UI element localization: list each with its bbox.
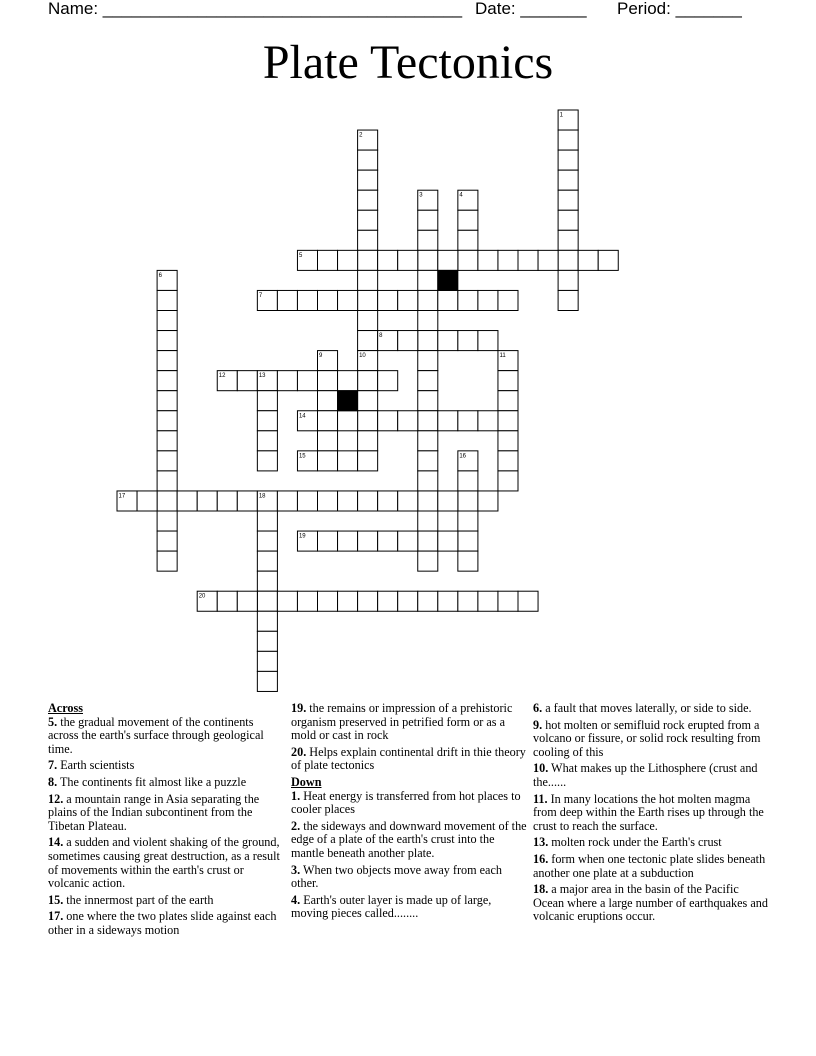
grid-cell[interactable] <box>338 451 358 471</box>
grid-cell[interactable] <box>157 431 177 451</box>
grid-cell[interactable] <box>418 451 438 471</box>
clue-text: one where the two plates slide against each other in a sideways motion <box>48 909 277 937</box>
grid-cell[interactable] <box>358 531 378 551</box>
grid-cell[interactable] <box>257 671 277 691</box>
cell-number: 4 <box>459 192 463 199</box>
grid-cell[interactable] <box>578 250 598 270</box>
grid-cell[interactable] <box>378 371 398 391</box>
clue-text: Earth scientists <box>57 758 135 773</box>
grid-cell[interactable] <box>458 591 478 611</box>
grid-cell[interactable] <box>558 190 578 210</box>
cell-number: 7 <box>258 292 263 299</box>
grid-cell[interactable] <box>318 250 338 270</box>
grid-cell[interactable] <box>157 331 177 351</box>
clue-number: 15. <box>48 892 64 907</box>
clue-text: the remains or impression of a prehistoric organism preserved in petrified form or as a mold or cast in rock <box>291 701 513 743</box>
grid-cell[interactable] <box>558 290 578 310</box>
clue-across <box>48 836 284 890</box>
clue-number: 2. <box>291 818 301 833</box>
grid-cell[interactable] <box>217 591 237 611</box>
grid-cell[interactable] <box>378 290 398 310</box>
grid-cell[interactable] <box>418 230 438 250</box>
clue-down <box>533 719 769 760</box>
grid-cell[interactable] <box>157 551 177 571</box>
grid-cell[interactable] <box>558 170 578 190</box>
grid-cell[interactable] <box>358 491 378 511</box>
grid-cell[interactable] <box>418 351 438 371</box>
grid-cell[interactable] <box>438 491 458 511</box>
grid-cell[interactable] <box>137 491 157 511</box>
clue-down <box>533 853 769 880</box>
grid-cell[interactable] <box>318 391 338 411</box>
clue-text: the sideways and downward movement of the edge of a plate of the earth's crust into the mantle beneath another plate. <box>291 818 527 860</box>
clue-down <box>533 702 769 716</box>
grid-cell[interactable] <box>318 451 338 471</box>
clue-across <box>48 776 284 790</box>
grid-cell[interactable] <box>398 290 418 310</box>
clue-number: 3. <box>291 862 301 877</box>
grid-cell[interactable] <box>458 551 478 571</box>
grid-cell[interactable] <box>458 531 478 551</box>
grid-cell[interactable] <box>318 371 338 391</box>
cell-number: 20 <box>198 593 206 600</box>
grid-cell[interactable] <box>558 250 578 270</box>
grid-cell[interactable] <box>318 290 338 310</box>
grid-cell[interactable] <box>438 290 458 310</box>
grid-cell[interactable] <box>358 591 378 611</box>
grid-cell[interactable] <box>478 331 498 351</box>
clue-down <box>533 883 769 924</box>
clue-number: 12. <box>48 791 64 806</box>
grid-cell[interactable] <box>257 411 277 431</box>
grid-cell[interactable] <box>458 250 478 270</box>
grid-cell[interactable] <box>418 591 438 611</box>
grid-cell[interactable] <box>498 591 518 611</box>
grid-cell[interactable] <box>338 290 358 310</box>
grid-cell[interactable] <box>277 290 297 310</box>
clue-number: 17. <box>48 909 64 924</box>
grid-cell[interactable] <box>358 331 378 351</box>
clue-number: 19. <box>291 701 307 715</box>
clue-down <box>291 820 527 861</box>
grid-cell[interactable] <box>538 250 558 270</box>
grid-cell[interactable] <box>217 491 237 511</box>
grid-cell[interactable] <box>418 531 438 551</box>
grid-cell[interactable] <box>438 250 458 270</box>
grid-cell[interactable] <box>237 591 257 611</box>
clue-across <box>48 793 284 834</box>
across-heading: Across <box>48 701 83 715</box>
grid-cell[interactable] <box>358 391 378 411</box>
grid-cell[interactable] <box>257 591 277 611</box>
clue-number: 14. <box>48 835 64 850</box>
grid-cell[interactable] <box>558 210 578 230</box>
clue-text: Helps explain continental drift in thie theory of plate tectonics <box>291 744 526 773</box>
grid-cell[interactable] <box>518 591 538 611</box>
clue-across <box>48 894 284 908</box>
grid-cell[interactable] <box>297 290 317 310</box>
clue-across <box>48 759 284 773</box>
grid-cell[interactable] <box>338 491 358 511</box>
grid-cell[interactable] <box>418 431 438 451</box>
grid-cell[interactable] <box>418 250 438 270</box>
grid-cell[interactable] <box>237 491 257 511</box>
grid-cell[interactable] <box>558 270 578 290</box>
clue-text: In many locations the hot molten magma from deep within the Earth rises up through the crust to reach the surface. <box>533 791 764 833</box>
period-field[interactable]: Period: _______ <box>617 0 742 18</box>
clue-text: hot molten or semifluid rock erupted from a volcano or fissure, or solid rock resulting from cooling of this <box>533 717 761 759</box>
grid-cell[interactable] <box>498 451 518 471</box>
grid-cell[interactable] <box>358 210 378 230</box>
clue-across <box>48 910 284 937</box>
clue-down <box>291 894 527 921</box>
grid-cell[interactable] <box>257 451 277 471</box>
clue-number: 8. <box>48 774 58 789</box>
cell-number: 5 <box>298 252 303 259</box>
clue-number: 6. <box>533 701 543 715</box>
grid-cell[interactable] <box>378 411 398 431</box>
grid-cell[interactable] <box>418 270 438 290</box>
grid-cell[interactable] <box>398 411 418 431</box>
grid-cell[interactable] <box>518 250 538 270</box>
grid-cell[interactable] <box>478 290 498 310</box>
grid-cell[interactable] <box>277 371 297 391</box>
clue-text: a mountain range in Asia separating the plains of the Indian subcontinent from the Tibetan Plateau. <box>48 791 260 833</box>
grid-cell[interactable] <box>358 451 378 471</box>
grid-cell[interactable] <box>157 371 177 391</box>
cell-number: 9 <box>319 353 323 360</box>
grid-cell[interactable] <box>418 311 438 331</box>
cell-number: 10 <box>359 353 366 360</box>
cell-number: 8 <box>379 333 383 340</box>
grid-cell[interactable] <box>398 531 418 551</box>
grid-cell[interactable] <box>418 371 438 391</box>
grid-cell[interactable] <box>157 311 177 331</box>
clue-across <box>48 716 284 757</box>
grid-cell[interactable] <box>558 230 578 250</box>
cell-number: 2 <box>359 132 363 139</box>
grid-cell[interactable] <box>458 411 478 431</box>
cell-number: 15 <box>298 453 306 460</box>
grid-cell[interactable] <box>237 371 257 391</box>
grid-cell[interactable] <box>318 411 338 431</box>
grid-cell[interactable] <box>398 331 418 351</box>
cell-number: 14 <box>298 413 306 420</box>
grid-cell[interactable] <box>338 591 358 611</box>
grid-cell[interactable] <box>458 290 478 310</box>
grid-cell[interactable] <box>257 551 277 571</box>
grid-cell[interactable] <box>418 210 438 230</box>
grid-cell[interactable] <box>498 391 518 411</box>
grid-cell[interactable] <box>338 371 358 391</box>
clue-text: When two objects move away from each other. <box>291 862 502 891</box>
grid-cell[interactable] <box>378 531 398 551</box>
grid-cell[interactable] <box>257 391 277 411</box>
cell-number: 1 <box>559 112 563 119</box>
grid-cell[interactable] <box>257 651 277 671</box>
grid-cell[interactable] <box>358 290 378 310</box>
clue-down <box>291 864 527 891</box>
grid-cell[interactable] <box>418 471 438 491</box>
grid-cell[interactable] <box>378 491 398 511</box>
grid-cell[interactable] <box>318 591 338 611</box>
grid-cell[interactable] <box>438 591 458 611</box>
grid-cell[interactable] <box>157 391 177 411</box>
clue-number: 13. <box>533 835 549 850</box>
down-heading: Down <box>291 774 322 789</box>
grid-cell[interactable] <box>398 491 418 511</box>
grid-cell[interactable] <box>458 491 478 511</box>
grid-cell[interactable] <box>478 591 498 611</box>
grid-cell[interactable] <box>257 611 277 631</box>
grid-cell[interactable] <box>358 170 378 190</box>
cell-number: 6 <box>158 272 162 279</box>
grid-cell[interactable] <box>558 130 578 150</box>
grid-cell[interactable] <box>418 290 438 310</box>
clue-down <box>533 836 769 850</box>
grid-cell[interactable] <box>277 491 297 511</box>
cell-number: 3 <box>419 192 423 199</box>
grid-cell[interactable] <box>498 411 518 431</box>
grid-cell[interactable] <box>438 531 458 551</box>
cell-number: 11 <box>499 353 506 360</box>
clue-text: a major area in the basin of the Pacific Ocean where a large number of earthquakes and volcanic eruptions occur. <box>533 882 768 924</box>
grid-cell[interactable] <box>558 150 578 170</box>
cell-number: 16 <box>459 453 467 460</box>
black-cell <box>338 391 358 411</box>
grid-cell[interactable] <box>358 411 378 431</box>
grid-cell[interactable] <box>157 491 177 511</box>
grid-cell[interactable] <box>197 491 217 511</box>
grid-cell[interactable] <box>358 371 378 391</box>
name-field[interactable]: Name: ______________________________________ <box>48 0 463 18</box>
grid-cell[interactable] <box>297 371 317 391</box>
grid-cell[interactable] <box>318 531 338 551</box>
grid-cell[interactable] <box>418 391 438 411</box>
grid-cell[interactable] <box>257 511 277 531</box>
grid-cell[interactable] <box>257 571 277 591</box>
grid-cell[interactable] <box>358 230 378 250</box>
clues-column-1 <box>48 702 284 941</box>
grid-cell[interactable] <box>358 431 378 451</box>
grid-cell[interactable] <box>498 371 518 391</box>
clue-text: What makes up the Lithosphere (crust and the...... <box>533 761 758 789</box>
grid-cell[interactable] <box>157 290 177 310</box>
clue-text: molten rock under the Earth's crust <box>548 835 722 850</box>
grid-cell[interactable] <box>277 591 297 611</box>
clues-column-3 <box>533 702 769 927</box>
grid-cell[interactable] <box>458 471 478 491</box>
clue-number: 18. <box>533 882 549 897</box>
clue-text: Heat energy is transferred from hot places to cooler places <box>291 788 521 817</box>
clue-text: The continents fit almost like a puzzle <box>57 774 247 789</box>
grid-cell[interactable] <box>157 351 177 371</box>
clue-down <box>533 793 769 834</box>
clue-number: 4. <box>291 892 301 907</box>
grid-cell[interactable] <box>418 491 438 511</box>
clue-down <box>533 762 769 789</box>
grid-cell[interactable] <box>257 431 277 451</box>
grid-cell[interactable] <box>418 331 438 351</box>
clue-down <box>291 790 527 817</box>
grid-cell[interactable] <box>478 491 498 511</box>
clue-text: the innermost part of the earth <box>63 892 214 907</box>
clue-text: the gradual movement of the continents across the earth's surface through geological time. <box>48 714 264 756</box>
grid-cell[interactable] <box>438 331 458 351</box>
grid-cell[interactable] <box>257 631 277 651</box>
grid-cell[interactable] <box>297 491 317 511</box>
grid-cell[interactable] <box>358 270 378 290</box>
grid-cell[interactable] <box>338 250 358 270</box>
clue-across <box>291 746 527 773</box>
grid-cell[interactable] <box>318 431 338 451</box>
clue-number: 9. <box>533 717 543 732</box>
grid-cell[interactable] <box>458 230 478 250</box>
grid-cell[interactable] <box>418 551 438 571</box>
cell-number: 17 <box>118 493 126 500</box>
clue-text: form when one tectonic plate slides beneath another one plate at a subduction <box>533 851 766 880</box>
grid-cell[interactable] <box>358 190 378 210</box>
grid-cell[interactable] <box>157 511 177 531</box>
clue-across <box>291 702 527 743</box>
clue-text: a fault that moves laterally, or side to side. <box>542 701 752 715</box>
grid-cell[interactable] <box>257 531 277 551</box>
clue-number: 7. <box>48 758 58 773</box>
clue-number: 5. <box>48 714 58 729</box>
grid-cell[interactable] <box>378 591 398 611</box>
grid-cell[interactable] <box>498 290 518 310</box>
page-title: Plate Tectonics <box>262 36 554 89</box>
grid-cell[interactable] <box>358 311 378 331</box>
black-cell <box>438 270 458 290</box>
grid-cell[interactable] <box>157 411 177 431</box>
cell-number: 18 <box>258 493 266 500</box>
grid-cell[interactable] <box>458 331 478 351</box>
grid-cell[interactable] <box>498 431 518 451</box>
grid-cell[interactable] <box>358 150 378 170</box>
grid-cell[interactable] <box>157 471 177 491</box>
clues-column-2 <box>291 702 527 924</box>
grid-cell[interactable] <box>398 250 418 270</box>
grid-cell[interactable] <box>498 471 518 491</box>
grid-cell[interactable] <box>418 411 438 431</box>
cell-number: 12 <box>218 373 226 380</box>
grid-cell[interactable] <box>398 591 418 611</box>
cell-number: 13 <box>258 373 266 380</box>
clue-number: 1. <box>291 788 301 803</box>
grid-cell[interactable] <box>458 511 478 531</box>
grid-cell[interactable] <box>418 511 438 531</box>
clue-text: Earth's outer layer is made up of large, moving pieces called........ <box>291 892 492 921</box>
grid-cell[interactable] <box>598 250 618 270</box>
grid-cell[interactable] <box>378 250 398 270</box>
grid-cell[interactable] <box>458 210 478 230</box>
date-field[interactable]: Date: _______ <box>475 0 587 18</box>
grid-cell[interactable] <box>438 411 458 431</box>
grid-cell[interactable] <box>478 411 498 431</box>
grid-cell[interactable] <box>498 250 518 270</box>
clue-number: 11. <box>533 791 548 806</box>
grid-cell[interactable] <box>358 250 378 270</box>
clue-number: 16. <box>533 851 549 866</box>
grid-cell[interactable] <box>177 491 197 511</box>
clue-text: a sudden and violent shaking of the ground, sometimes causing great destruction, as a result of movements within the earth's crust or volcanic action. <box>48 835 280 891</box>
grid-cell[interactable] <box>338 411 358 431</box>
grid-cell[interactable] <box>297 591 317 611</box>
clue-number: 10. <box>533 761 549 776</box>
grid-cell[interactable] <box>478 250 498 270</box>
grid-cell[interactable] <box>338 531 358 551</box>
grid-cell[interactable] <box>157 451 177 471</box>
clue-number: 20. <box>291 744 307 759</box>
grid-cell[interactable] <box>157 531 177 551</box>
cell-number: 19 <box>298 533 306 540</box>
grid-cell[interactable] <box>318 491 338 511</box>
